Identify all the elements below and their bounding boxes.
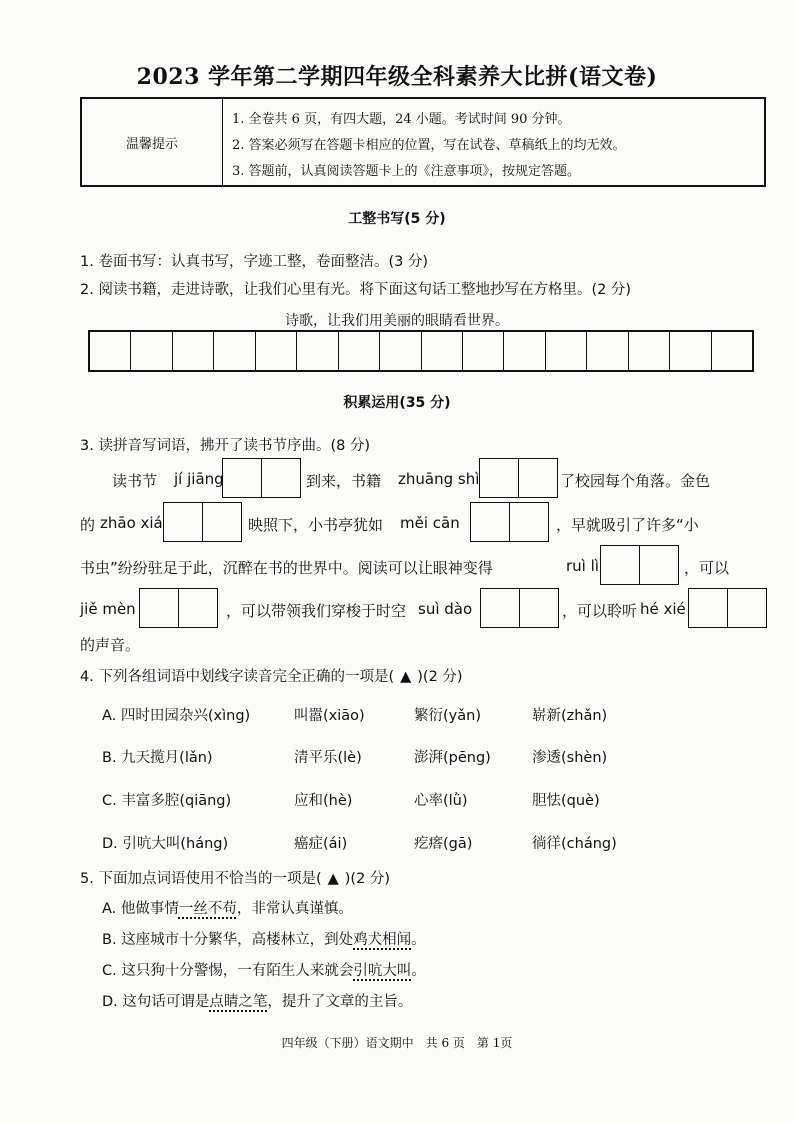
tip-line: 1. 全卷共 6 页，有四大题，24 小题。考试时间 90 分钟。 <box>232 112 571 127</box>
option-text: C. 这只狗十分警惕，一有陌生人来就会 <box>102 963 354 979</box>
grid-cell[interactable] <box>297 332 338 370</box>
q5-option-c <box>102 959 426 980</box>
grid-cell[interactable] <box>670 332 711 370</box>
question-4-suffix: )(2 分) <box>417 669 463 685</box>
dotted-phrase: 点睛之笔 <box>209 994 268 1010</box>
grid-cell[interactable] <box>173 332 214 370</box>
question-1: 1. 卷面书写：认真书写，字迹工整，卷面整洁。(3 分) <box>80 254 429 270</box>
pinyin: jiě mèn <box>80 600 136 618</box>
option-a-3: 繁衍(yǎn) <box>414 708 481 724</box>
option-text: ，提升了文章的主旨。 <box>267 994 413 1010</box>
option-b-3: 澎湃(pēng) <box>414 750 491 766</box>
answer-box[interactable] <box>163 502 242 542</box>
grid-cell[interactable] <box>504 332 545 370</box>
answer-box[interactable] <box>222 458 301 498</box>
option-b-4: 渗透(shèn) <box>532 750 608 766</box>
option-d-1: D. 引吭大叫(háng) <box>102 836 229 852</box>
tip-line: 3. 答题前，认真阅读答题卡上的《注意事项》，按规定答题。 <box>232 164 581 179</box>
grid-cell[interactable] <box>422 332 463 370</box>
pinyin: ruì lì <box>566 557 599 575</box>
pinyin: hé xié <box>640 600 686 618</box>
section-heading-accumulation: 积累运用(35 分) <box>343 395 451 411</box>
passage-text: ，可以 <box>684 559 730 577</box>
passage-text: ，早就吸引了许多“小 <box>556 516 699 534</box>
copy-sentence: 诗歌，让我们用美丽的眼睛看世界。 <box>285 313 509 329</box>
option-c-3: 心率(lǜ) <box>414 793 468 809</box>
grid-cell[interactable] <box>463 332 504 370</box>
dotted-phrase: 引吭大叫 <box>353 963 412 979</box>
pinyin: jí jiāng <box>174 470 224 488</box>
writing-grid[interactable] <box>88 330 754 372</box>
answer-box[interactable] <box>600 545 679 585</box>
option-d-2: 癌症(ái) <box>294 836 348 852</box>
grid-cell[interactable] <box>629 332 670 370</box>
triangle-marker-icon: ▲ <box>400 669 412 685</box>
option-text: 。 <box>411 932 426 948</box>
passage-text: ，可以带领我们穿梭于时空 <box>226 602 407 620</box>
grid-cell[interactable] <box>214 332 255 370</box>
option-c-2: 应和(hè) <box>294 793 353 809</box>
q5-option-b <box>102 928 426 949</box>
option-text: D. 这句话可谓是 <box>102 994 210 1010</box>
option-d-4: 徜徉(cháng) <box>532 836 617 852</box>
option-text: ，非常认真谨慎。 <box>236 901 353 917</box>
grid-cell[interactable] <box>712 332 752 370</box>
option-b-1: B. 九天揽月(lǎn) <box>102 750 213 766</box>
option-a-4: 崭新(zhǎn) <box>532 708 608 724</box>
grid-cell[interactable] <box>546 332 587 370</box>
tip-line: 2. 答案必须写在答题卡相应的位置，写在试卷、草稿纸上的均无效。 <box>232 138 626 153</box>
option-c-1: C. 丰富多腔(qiāng) <box>102 793 232 809</box>
option-text: 。 <box>411 963 426 979</box>
passage-text: 的声音。 <box>80 636 141 654</box>
answer-box[interactable] <box>480 588 559 628</box>
page-footer: 四年级（下册）语文期中 共 6 页 第 1页 <box>281 1036 513 1050</box>
grid-cell[interactable] <box>90 332 131 370</box>
tips-lines <box>232 107 758 185</box>
question-5 <box>80 867 390 888</box>
grid-cell[interactable] <box>256 332 297 370</box>
option-d-3: 疙瘩(gā) <box>414 836 473 852</box>
answer-box[interactable] <box>479 458 558 498</box>
passage-text: 映照下，小书亭犹如 <box>248 516 384 534</box>
option-b-2: 清平乐(lè) <box>294 750 362 766</box>
pinyin: suì dào <box>418 600 473 618</box>
section-heading-writing: 工整书写(5 分) <box>348 211 446 227</box>
grid-cell[interactable] <box>587 332 628 370</box>
question-5-prefix: 5. 下面加点词语使用不恰当的一项是( <box>80 871 322 887</box>
exam-title: 2023 学年第二学期四年级全科素养大比拼(语文卷) <box>136 64 658 90</box>
answer-box[interactable] <box>470 502 549 542</box>
passage-text: 了校园每个角落。金色 <box>560 472 711 490</box>
question-5-suffix: )(2 分) <box>344 871 391 887</box>
option-a-2: 叫嚣(xiāo) <box>294 708 365 724</box>
tips-label: 温馨提示 <box>82 99 223 185</box>
triangle-marker-icon: ▲ <box>327 871 339 887</box>
question-4 <box>80 665 463 686</box>
passage-text: 的 <box>80 516 96 534</box>
pinyin: měi cān <box>400 514 460 532</box>
option-text: A. 他做事情 <box>102 901 179 917</box>
passage-text: 书虫”纷纷驻足于此，沉醉在书的世界中。阅读可以让眼神变得 <box>80 559 493 577</box>
answer-box[interactable] <box>688 588 767 628</box>
pinyin: zhuāng shì <box>398 470 480 488</box>
grid-cell[interactable] <box>339 332 380 370</box>
dotted-phrase: 鸡犬相闻 <box>353 932 412 948</box>
option-a-1: A. 四时田园杂兴(xìng) <box>102 708 251 724</box>
passage-text: 到来，书籍 <box>306 472 382 490</box>
question-4-prefix: 4. 下列各组词语中划线字读音完全正确的一项是( <box>80 669 395 685</box>
grid-cell[interactable] <box>131 332 172 370</box>
passage-text: 读书节 <box>112 472 158 490</box>
q5-option-d <box>102 990 412 1011</box>
question-2: 2. 阅读书籍，走进诗歌，让我们心里有光。将下面这句话工整地抄写在方格里。(2 分) <box>80 282 632 298</box>
option-text: B. 这座城市十分繁华，高楼林立，到处 <box>102 932 354 948</box>
dotted-phrase: 一丝不苟 <box>178 901 237 917</box>
passage-text: ，可以聆听 <box>562 602 638 620</box>
question-3: 3. 读拼音写词语，拂开了读书节序曲。(8 分) <box>80 438 371 454</box>
q5-option-a <box>102 897 353 918</box>
grid-cell[interactable] <box>380 332 421 370</box>
pinyin: zhāo xiá <box>100 514 163 532</box>
answer-box[interactable] <box>139 588 218 628</box>
option-c-4: 胆怯(què) <box>532 793 600 809</box>
tips-box <box>80 97 766 187</box>
